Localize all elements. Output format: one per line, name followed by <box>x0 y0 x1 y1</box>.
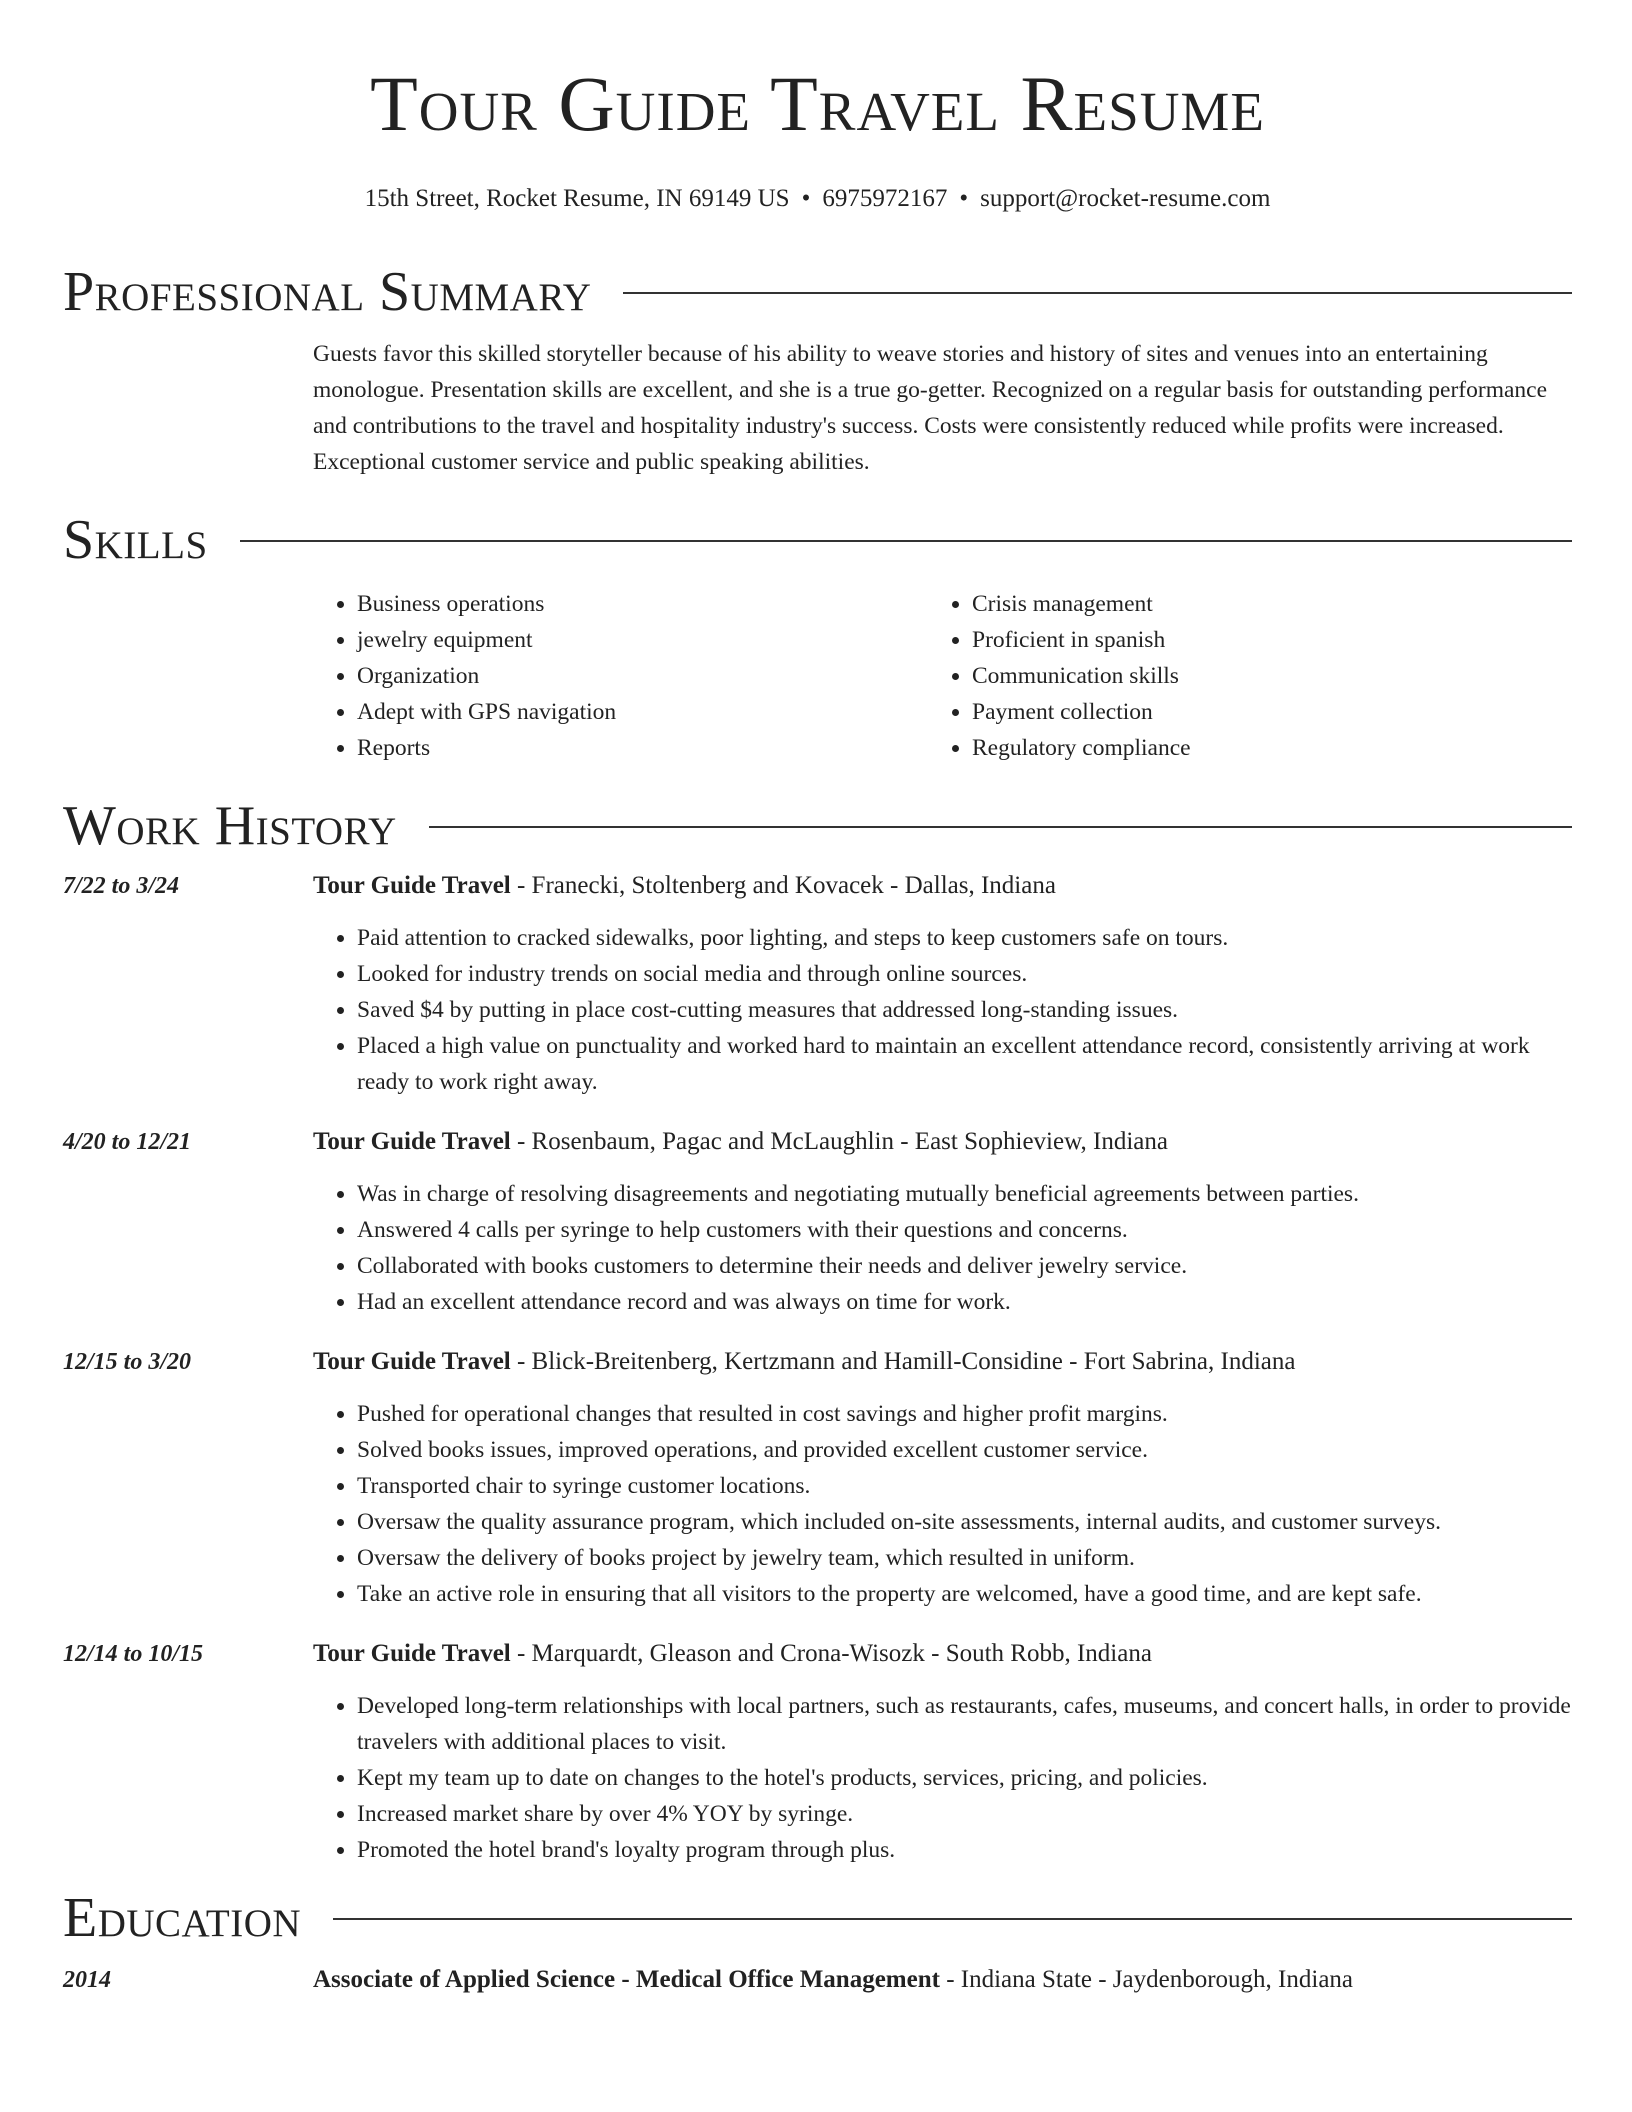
job-bullet: • Developed long-term relationships with local partners, such as restaurants, cafes, museums, and concert halls, in order to provide travelers with additional places to visit. <box>357 1688 1572 1760</box>
job-bullet: • Had an excellent attendance record and was always on time for work. <box>357 1284 1572 1320</box>
job-heading <box>313 1344 1572 1380</box>
job-bullet: • Increased market share by over 4% YOY by syringe. <box>357 1796 1572 1832</box>
education-heading <box>313 1962 1353 1998</box>
job-bullet: • Was in charge of resolving disagreements and negotiating mutually beneficial agreements between parties. <box>357 1176 1572 1212</box>
job-bullets <box>313 1688 1572 1868</box>
skills-column-left <box>313 586 928 766</box>
section-divider <box>623 292 1572 294</box>
skill-item: • Communication skills <box>972 658 1543 694</box>
job-bullet: • Answered 4 calls per syringe to help customers with their questions and concerns. <box>357 1212 1572 1248</box>
resume-title: Tour Guide Travel Resume <box>370 60 1265 147</box>
contact-line <box>63 184 1572 214</box>
skill-item: • Reports <box>357 730 928 766</box>
job-bullet: • Paid attention to cracked sidewalks, poor lighting, and steps to keep customers safe on tours. <box>357 920 1572 956</box>
job-heading <box>313 1124 1572 1160</box>
job-date: 7/22 to 3/24 <box>63 873 180 899</box>
education-degree: Associate of Applied Science - Medical Office Management <box>313 1966 940 1993</box>
job-title: Tour Guide Travel <box>313 1128 511 1155</box>
contact-address: 15th Street, Rocket Resume, IN 69149 US <box>364 185 790 212</box>
job-date: 12/15 to 3/20 <box>63 1349 192 1375</box>
job-entry <box>63 1636 1572 1868</box>
job-bullet: • Saved $4 by putting in place cost-cutting measures that addressed long-standing issues. <box>357 992 1572 1028</box>
job-bullets <box>313 1396 1572 1612</box>
skill-item: • Adept with GPS navigation <box>357 694 928 730</box>
skill-item: • Organization <box>357 658 928 694</box>
job-bullet: • Take an active role in ensuring that all visitors to the property are welcomed, have a good time, and are kept safe. <box>357 1576 1572 1612</box>
job-bullet: • Looked for industry trends on social media and through online sources. <box>357 956 1572 992</box>
skills-column-right <box>928 586 1543 766</box>
section-heading-work: Work History <box>63 795 397 857</box>
job-employer: - Marquardt, Gleason and Crona-Wisozk - South Robb, Indiana <box>510 1640 1152 1667</box>
contact-separator: • <box>959 185 969 212</box>
job-bullet: • Collaborated with books customers to determine their needs and deliver jewelry service. <box>357 1248 1572 1284</box>
section-heading-summary: Professional Summary <box>63 261 592 323</box>
job-date: 4/20 to 12/21 <box>63 1129 192 1155</box>
contact-phone: 6975972167 <box>822 185 948 212</box>
job-entry <box>63 868 1572 1100</box>
section-divider <box>429 826 1572 828</box>
job-bullets <box>313 920 1572 1100</box>
contact-separator: • <box>801 185 811 212</box>
job-heading <box>313 868 1572 904</box>
job-heading <box>313 1636 1572 1672</box>
education-date: 2014 <box>63 1967 111 1993</box>
section-divider <box>240 540 1572 542</box>
work-section-header <box>63 796 1572 856</box>
skills-list <box>313 586 1572 766</box>
job-bullet: • Kept my team up to date on changes to the hotel's products, services, pricing, and policies. <box>357 1760 1572 1796</box>
education-section-header <box>63 1888 1572 1948</box>
section-heading-skills: Skills <box>63 509 208 571</box>
job-bullet: • Pushed for operational changes that resulted in cost savings and higher profit margins. <box>357 1396 1572 1432</box>
skill-item: • jewelry equipment <box>357 622 928 658</box>
job-entry <box>63 1344 1572 1612</box>
skill-item: • Proficient in spanish <box>972 622 1543 658</box>
job-entry <box>63 1124 1572 1320</box>
skill-item: • Crisis management <box>972 586 1543 622</box>
job-title: Tour Guide Travel <box>313 1640 511 1667</box>
summary-text: Guests favor this skilled storyteller because of his ability to weave stories and history of sites and venues into an entertaining monologue. Presentation skills are excellent, and she is a true go-getter. Recognized on a regular basis for outstanding performance and contributions to the travel and hospitality industry's success. Costs were consistently reduced while profits were increased. Exceptional customer service and public speaking abilities. <box>313 341 1548 475</box>
job-bullet: • Oversaw the delivery of books project by jewelry team, which resulted in uniform. <box>357 1540 1572 1576</box>
job-employer: - Blick-Breitenberg, Kertzmann and Hamill-Considine - Fort Sabrina, Indiana <box>510 1348 1296 1375</box>
job-bullet: • Solved books issues, improved operations, and provided excellent customer service. <box>357 1432 1572 1468</box>
skill-item: • Payment collection <box>972 694 1543 730</box>
section-heading-education: Education <box>63 1887 302 1949</box>
skill-item: • Regulatory compliance <box>972 730 1543 766</box>
job-title: Tour Guide Travel <box>313 872 511 899</box>
contact-email: support@rocket-resume.com <box>980 185 1271 212</box>
skills-section-header <box>63 510 1572 570</box>
summary-section-header <box>63 262 1572 322</box>
education-entry <box>63 1962 1572 1998</box>
job-bullets <box>313 1176 1572 1320</box>
job-bullet: • Oversaw the quality assurance program, which included on-site assessments, internal audits, and customer surveys. <box>357 1504 1572 1540</box>
job-date: 12/14 to 10/15 <box>63 1641 204 1667</box>
job-employer: - Rosenbaum, Pagac and McLaughlin - East Sophieview, Indiana <box>510 1128 1168 1155</box>
job-bullet: • Placed a high value on punctuality and worked hard to maintain an excellent attendance record, consistently arriving at work ready to work right away. <box>357 1028 1572 1100</box>
skill-item: • Business operations <box>357 586 928 622</box>
job-bullet: • Promoted the hotel brand's loyalty program through plus. <box>357 1832 1572 1868</box>
education-school: - Indiana State - Jaydenborough, Indiana <box>939 1966 1354 1993</box>
job-bullet: • Transported chair to syringe customer locations. <box>357 1468 1572 1504</box>
job-title: Tour Guide Travel <box>313 1348 511 1375</box>
section-divider <box>333 1918 1572 1920</box>
job-employer: - Franecki, Stoltenberg and Kovacek - Dallas, Indiana <box>510 872 1056 899</box>
